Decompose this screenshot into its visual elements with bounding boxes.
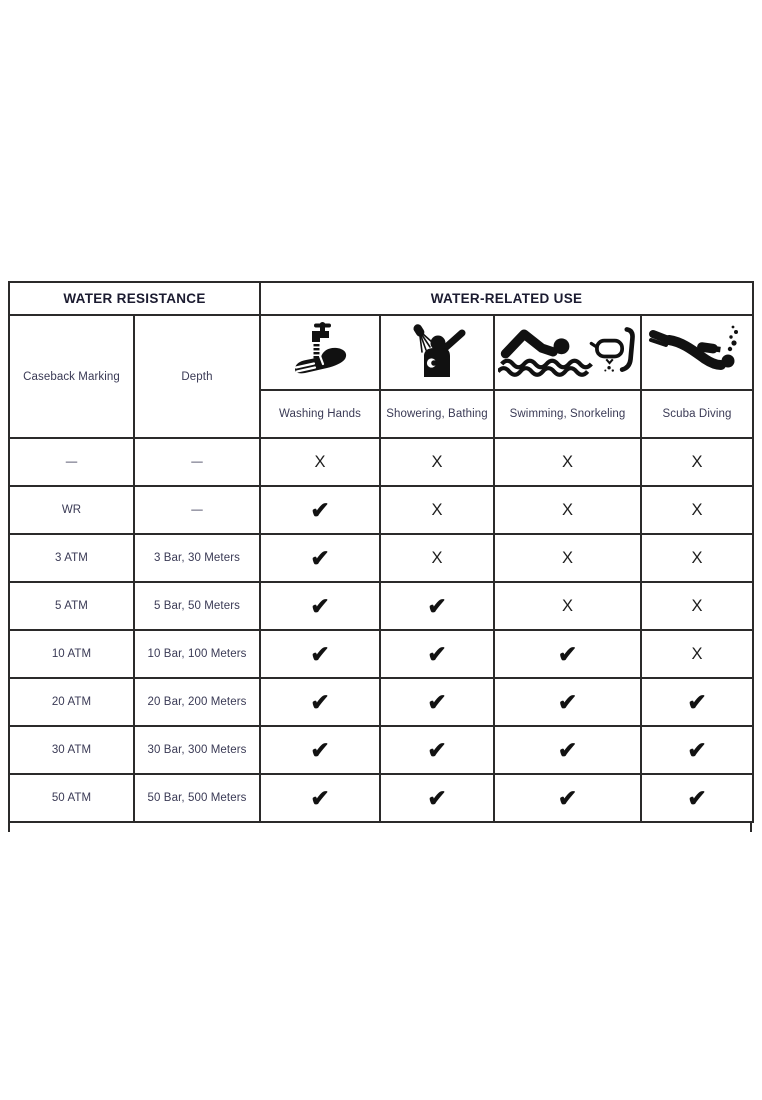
- use-mark-cell: X: [494, 438, 641, 486]
- caseback-marking-cell: 20 ATM: [9, 678, 134, 726]
- use-mark-cell: ✔: [380, 726, 494, 774]
- table-row: [9, 438, 753, 486]
- use-mark-cell: X: [494, 486, 641, 534]
- use-mark-cell: ✔: [260, 726, 380, 774]
- use-mark-cell: ✔: [494, 726, 641, 774]
- use-mark-cell: ✔: [260, 630, 380, 678]
- use-mark-cell: ✔: [260, 582, 380, 630]
- use-mark-cell: ✔: [380, 678, 494, 726]
- use-mark-cell: ✔: [380, 630, 494, 678]
- depth-column-header: Depth: [134, 315, 260, 438]
- depth-cell: 50 Bar, 500 Meters: [134, 774, 260, 822]
- water-resistance-table: [8, 281, 752, 832]
- scuba-diving-icon-cell: [641, 315, 753, 390]
- depth-cell: —: [134, 438, 260, 486]
- use-mark-cell: X: [494, 582, 641, 630]
- use-mark-cell: ✔: [494, 774, 641, 822]
- table-row: [9, 726, 753, 774]
- use-mark-cell: ✔: [494, 630, 641, 678]
- use-mark-cell: X: [380, 534, 494, 582]
- use-mark-cell: X: [641, 438, 753, 486]
- washing-hands-icon-cell: [260, 315, 380, 390]
- use-mark-cell: X: [494, 534, 641, 582]
- caseback-marking-cell: 50 ATM: [9, 774, 134, 822]
- use-mark-cell: ✔: [380, 774, 494, 822]
- table-row: [9, 534, 753, 582]
- showering-icon-cell: [380, 315, 494, 390]
- depth-cell: 20 Bar, 200 Meters: [134, 678, 260, 726]
- swimming-snorkeling-icon: [498, 321, 638, 379]
- use-label-swimming-snorkeling: Swimming, Snorkeling: [494, 390, 641, 438]
- use-mark-cell: ✔: [260, 678, 380, 726]
- caseback-marking-cell: 5 ATM: [9, 582, 134, 630]
- water-resistance-table-grid: [8, 281, 754, 823]
- depth-cell: 5 Bar, 50 Meters: [134, 582, 260, 630]
- use-mark-cell: ✔: [641, 678, 753, 726]
- use-mark-cell: ✔: [494, 678, 641, 726]
- water-related-use-section-title: WATER-RELATED USE: [260, 282, 753, 315]
- depth-cell: 3 Bar, 30 Meters: [134, 534, 260, 582]
- use-icon-row: [9, 315, 753, 390]
- table-row: [9, 630, 753, 678]
- caseback-marking-cell: 30 ATM: [9, 726, 134, 774]
- table-row: [9, 582, 753, 630]
- table-row: [9, 774, 753, 822]
- use-mark-cell: X: [641, 486, 753, 534]
- caseback-marking-cell: WR: [9, 486, 134, 534]
- use-mark-cell: ✔: [641, 726, 753, 774]
- caseback-marking-column-header: Caseback Marking: [9, 315, 134, 438]
- depth-cell: 30 Bar, 300 Meters: [134, 726, 260, 774]
- use-mark-cell: X: [380, 438, 494, 486]
- table-row: [9, 678, 753, 726]
- swimming-snorkeling-icon-cell: [494, 315, 641, 390]
- use-mark-cell: X: [260, 438, 380, 486]
- use-mark-cell: X: [641, 582, 753, 630]
- showering-icon: [405, 322, 469, 378]
- use-label-washing-hands: Washing Hands: [260, 390, 380, 438]
- use-mark-cell: ✔: [641, 774, 753, 822]
- use-mark-cell: ✔: [380, 582, 494, 630]
- cropped-next-row: [8, 823, 752, 832]
- table-body: [9, 438, 753, 822]
- table-row: [9, 486, 753, 534]
- use-mark-cell: X: [641, 534, 753, 582]
- use-mark-cell: ✔: [260, 534, 380, 582]
- scuba-diving-icon: [647, 322, 747, 378]
- caseback-marking-cell: 10 ATM: [9, 630, 134, 678]
- water-resistance-section-title: WATER RESISTANCE: [9, 282, 260, 315]
- use-label-showering-bathing: Showering, Bathing: [380, 390, 494, 438]
- use-mark-cell: X: [380, 486, 494, 534]
- use-mark-cell: ✔: [260, 486, 380, 534]
- depth-cell: —: [134, 486, 260, 534]
- depth-cell: 10 Bar, 100 Meters: [134, 630, 260, 678]
- caseback-marking-cell: 3 ATM: [9, 534, 134, 582]
- use-mark-cell: ✔: [260, 774, 380, 822]
- caseback-marking-cell: —: [9, 438, 134, 486]
- washing-hands-icon: [287, 322, 353, 378]
- section-title-row: [9, 282, 753, 315]
- use-mark-cell: X: [641, 630, 753, 678]
- use-label-scuba-diving: Scuba Diving: [641, 390, 753, 438]
